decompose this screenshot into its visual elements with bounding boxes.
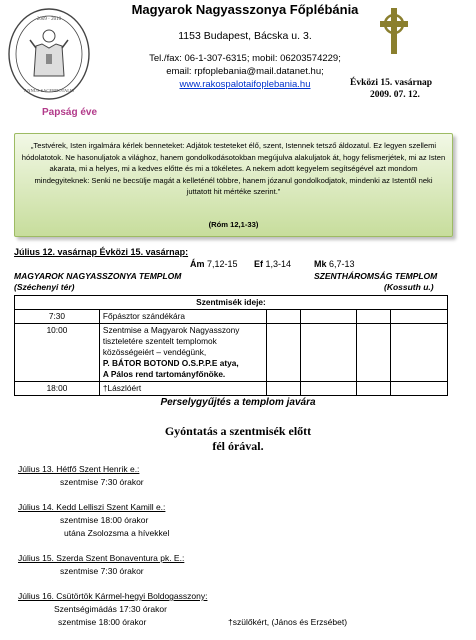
table-row: [15, 382, 448, 396]
contact-phone: Tel./fax: 06-1-307-6315; mobil: 06203574229;: [149, 53, 341, 64]
parish-logo: [6, 6, 92, 102]
confession-notice: Gyóntatás a szentmisék előtt: [164, 424, 312, 438]
church-right-name: SZENTHÁROMSÁG TEMPLOM: [314, 271, 438, 281]
church-right-location: (Kossuth u.): [384, 282, 434, 292]
mass-times-table: [14, 295, 448, 396]
day-heading: Július 12. vasárnap Évközi 15. vasárnap:: [14, 247, 189, 257]
schedule-day-heading: Július 15. Szerda Szent Bonaventura pk. E.:: [18, 553, 185, 563]
mass-intention: Főpásztor szándékára: [99, 310, 266, 324]
parish-address: 1153 Budapest, Bácska u. 3.: [178, 30, 312, 42]
collection-notice: Perselygyűjtés a templom javára: [160, 397, 316, 408]
mass-time: 18:00: [15, 382, 100, 396]
schedule-line: szentmise 7:30 órakor: [60, 566, 144, 576]
reading-2: Ef 1,3-14: [254, 259, 292, 269]
schedule-line: szentmise 18:00 órakor: [58, 617, 147, 627]
table-row: [15, 310, 448, 324]
reading-1: Ám 7,12-15: [190, 259, 238, 269]
schedule-day-heading: Július 13. Hétfő Szent Henrik e.:: [18, 464, 140, 474]
schedule-line: Szentségimádás 17:30 órakor: [54, 604, 167, 614]
website-link[interactable]: www.rakospalotaifoplebania.hu: [179, 79, 311, 90]
schedule-day-heading: Július 14. Kedd Lelliszi Szent Kamill e.:: [18, 502, 166, 512]
mass-time: 10:00: [15, 324, 100, 382]
reading-3: Mk 6,7-13: [314, 259, 355, 269]
church-left-name: MAGYAROK NAGYASSZONYA TEMPLOM: [14, 271, 182, 281]
scripture-quote-box: [14, 133, 453, 237]
schedule-note: †szülőkért, (János és Erzsébet): [228, 617, 348, 627]
church-left-location: (Széchenyi tér): [14, 282, 75, 292]
table-row: [15, 324, 448, 382]
table-header-row: [15, 296, 448, 310]
schedule-line: utána Zsolozsma a hívekkel: [64, 528, 170, 538]
year-label: Papság éve: [42, 107, 98, 118]
svg-text:2009 · 2010: 2009 · 2010: [36, 17, 62, 22]
confession-notice-2: fél órával.: [212, 439, 264, 453]
sunday-name: Évközi 15. vasárnap: [350, 78, 433, 88]
schedule-day-heading: Július 16. Csütörtök Kármel-hegyi Boldogasszony:: [18, 591, 208, 601]
svg-text:ANNUS SACERDOTALIS: ANNUS SACERDOTALIS: [23, 88, 75, 93]
schedule-line: szentmise 7:30 órakor: [60, 477, 144, 487]
schedule-line: szentmise 18:00 órakor: [60, 515, 149, 525]
mass-intention: †Lászlóért: [99, 382, 266, 396]
sunday-date: 2009. 07. 12.: [370, 90, 420, 100]
contact-email: email: rpfoplebania@mail.datanet.hu;: [166, 66, 324, 77]
mass-time: 7:30: [15, 310, 100, 324]
scripture-quote: „Testvérek, Isten irgalmára kérlek benneteket: Adjátok testeteket élő, szent, Istennek tetsző áldozatul. Ez legyen szellemi hódolatotok. Ne hasonuljatok a világhoz, hanem gondolkodásotokban megújulva alakuljatok át, hogy felismerjétek, mi az Isten akarata, mi a helyes, mi a kedves előtte és mi a tökéletes. A nekem adott kegyelem segítségével azt mondom mindegyiteknek: Senki ne becsülje magát a kelleténél többre, hanem józanul gondolkodjatok, mindenki az Istentől neki juttatott hit mértéke szerint.”: [21, 141, 446, 197]
table-header: Szentmisék ideje:: [15, 296, 448, 310]
scripture-reference: (Róm 12,1-33): [208, 220, 259, 229]
celtic-cross-icon: [376, 6, 412, 56]
mass-intention: Szentmise a Magyarok Nagyasszony tiszteletére szentelt templomok közösségeiért – vendégünk, P. BÁTOR BOTOND O.S.P.P.E atya, A Pálos rend tartományfőnöke.: [99, 324, 266, 382]
parish-title: Magyarok Nagyasszonya Főplébánia: [131, 2, 359, 17]
